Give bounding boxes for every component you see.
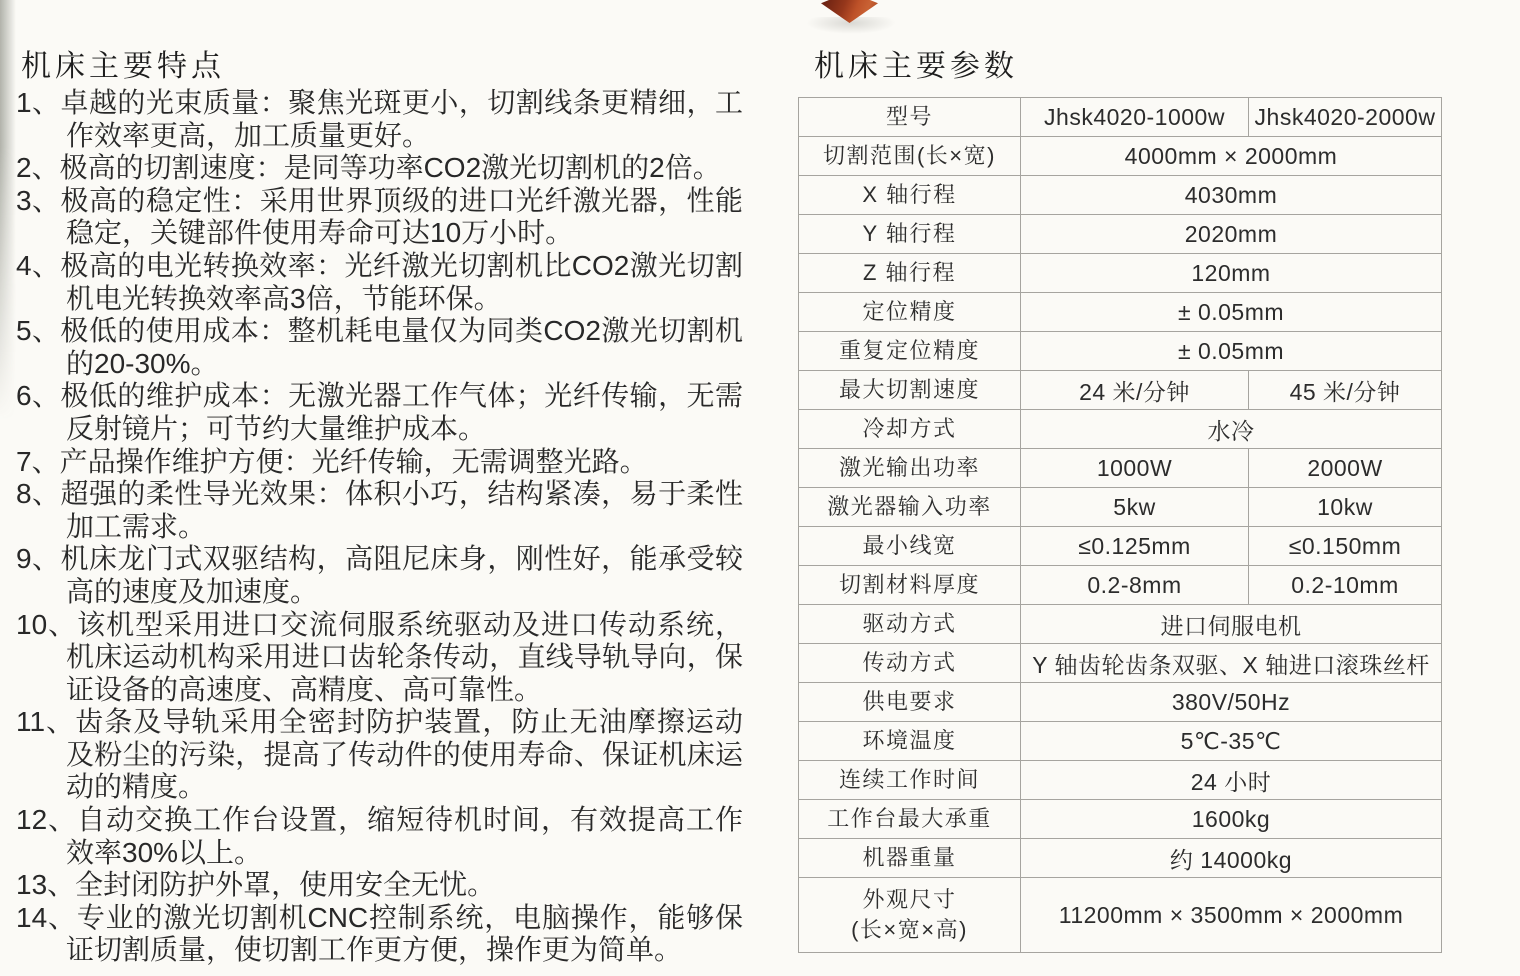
feature-text: 产品操作维护方便：光纤传输，无需调整光路。 [59,445,648,477]
feature-number: 2、 [16,152,60,184]
param-value-cell: ± 0.05mm [1021,332,1442,371]
param-label-cell [799,98,1021,137]
param-label-cell [799,215,1021,254]
table-row [799,176,1442,215]
param-label-line: 工作台最大承重 [827,806,992,831]
feature-number: 1、 [16,87,61,118]
param-value-cell: 0.2-8mm [1021,566,1249,605]
param-value-cell: 2000W [1249,449,1442,488]
param-label-cell [799,839,1021,878]
param-value-cell: ± 0.05mm [1021,293,1442,332]
feature-text: 超强的柔性导光效果：体积小巧，结构紧凑，易于柔性加工需求。 [60,478,743,542]
param-label-line: 机器重量 [862,845,957,870]
table-row [799,761,1442,800]
param-value-cell: 水冷 [1021,410,1442,449]
param-value-cell: 24 小时 [1021,761,1442,800]
table-row [799,371,1442,410]
feature-number: 11、 [16,706,76,738]
param-value-cell: 5℃-35℃ [1021,722,1442,761]
param-label-line: 切割范围(长×宽) [822,143,996,168]
feature-text: 极高的切割速度：是同等功率CO2激光切割机的2倍。 [59,152,721,184]
table-row [799,449,1442,488]
param-value-cell: 1600kg [1021,800,1442,839]
feature-item [16,902,743,967]
param-label-line: Z 轴行程 [862,260,957,285]
param-value-cell: 45 米/分钟 [1249,371,1442,410]
page-edge-shading [0,0,16,420]
param-value-cell: 约 14000kg [1021,839,1442,878]
param-label-cell [799,293,1021,332]
feature-item [16,869,743,902]
param-value-cell: 10kw [1249,488,1442,527]
table-row [799,644,1442,683]
feature-number: 14、 [16,901,77,933]
feature-item [16,446,743,479]
param-label-cell [799,683,1021,722]
param-label-cell [799,722,1021,761]
table-row [799,293,1442,332]
feature-number: 12、 [16,804,78,836]
param-label-line: 冷却方式 [862,416,957,441]
param-label-line: 重复定位精度 [838,338,980,363]
param-label-cell [799,449,1021,488]
param-value-cell: ≤0.150mm [1249,527,1442,566]
param-label-line: Y 轴行程 [862,221,957,246]
feature-text: 极高的稳定性：采用世界顶级的进口光纤激光器，性能稳定，关键部件使用寿命可达10万小时。 [60,184,743,249]
param-value-cell: ≤0.125mm [1021,527,1249,566]
feature-item [16,152,743,185]
param-label-cell [799,527,1021,566]
param-label-line: 激光器输入功率 [827,494,992,519]
feature-item [16,185,743,250]
feature-number: 9、 [16,543,61,575]
feature-item [16,478,743,543]
param-value-cell: 2020mm [1021,215,1442,254]
param-label-line: 环境温度 [862,728,957,753]
feature-item [16,87,743,152]
feature-number: 13、 [16,869,76,901]
feature-item [16,543,743,608]
parameters-title: 机床主要参数 [814,50,1018,83]
param-label-line: 驱动方式 [862,611,957,636]
feature-item [16,315,743,380]
table-row [799,215,1442,254]
feature-number: 7、 [16,445,60,477]
features-list [16,87,743,967]
param-label-cell [799,254,1021,293]
param-value-cell: 380V/50Hz [1021,683,1442,722]
table-row [799,98,1442,137]
param-label-cell [799,332,1021,371]
param-label-line: 连续工作时间 [838,767,980,792]
param-value-cell: 120mm [1021,254,1442,293]
param-value-cell: 0.2-10mm [1249,566,1442,605]
table-row [799,839,1442,878]
feature-text: 自动交换工作台设置，缩短待机时间，有效提高工作效率30%以上。 [66,804,743,868]
param-label-cell [799,488,1021,527]
feature-text: 机床龙门式双驱结构，高阻尼床身，刚性好，能承受较高的速度及加速度。 [60,543,743,607]
table-row [799,332,1442,371]
feature-text: 卓越的光束质量：聚焦光斑更小，切割线条更精细，工作效率更高，加工质量更好。 [60,87,743,151]
param-value-cell: Jhsk4020-2000w [1249,98,1442,137]
feature-text: 该机型采用进口交流伺服系统驱动及进口传动系统，机床运动机构采用进口齿轮条传动，直线导轨导向，保证设备的高速度、高精度、高可靠性。 [66,608,743,705]
table-row [799,683,1442,722]
param-label-cell [799,566,1021,605]
parameters-table [798,97,1442,953]
feature-item [16,609,743,707]
table-row [799,410,1442,449]
param-value-cell: 1000W [1021,449,1249,488]
feature-item [16,804,743,869]
param-label-line: 型号 [885,104,933,129]
param-value-cell: Jhsk4020-1000w [1021,98,1249,137]
param-label-cell [799,371,1021,410]
param-label-line: 传动方式 [862,650,957,675]
feature-item [16,380,743,445]
param-label-cell [799,761,1021,800]
table-row [799,137,1442,176]
param-value-cell: 4000mm × 2000mm [1021,137,1442,176]
param-label-line: 外观尺寸 [862,887,957,912]
table-row [799,605,1442,644]
table-row [799,254,1442,293]
param-value-cell: 24 米/分钟 [1021,371,1249,410]
feature-number: 10、 [16,608,78,640]
table-row [799,800,1442,839]
param-label-cell [799,878,1021,953]
param-label-line: 供电要求 [862,689,957,714]
param-value-cell: 11200mm × 3500mm × 2000mm [1021,878,1442,953]
param-value-cell: 4030mm [1021,176,1442,215]
table-row [799,488,1442,527]
feature-item [16,706,743,804]
param-value-cell: Y 轴齿轮齿条双驱、X 轴进口滚珠丝杆 [1021,644,1442,683]
table-row [799,527,1442,566]
param-label-cell [799,644,1021,683]
features-title: 机床主要特点 [21,50,225,83]
feature-item [16,250,743,315]
param-label-cell [799,137,1021,176]
param-label-cell [799,800,1021,839]
param-label-cell [799,605,1021,644]
param-value-cell: 5kw [1021,488,1249,527]
param-label-line: 最小线宽 [862,533,957,558]
feature-number: 3、 [16,184,61,216]
feature-number: 8、 [16,478,61,510]
param-label-line: X 轴行程 [862,182,957,207]
param-value-cell: 进口伺服电机 [1021,605,1442,644]
table-row [799,722,1442,761]
feature-text: 齿条及导轨采用全密封防护装置，防止无油摩擦运动及粉尘的污染，提高了传动件的使用寿命、保证机床运动的精度。 [66,706,743,803]
table-row [799,566,1442,605]
param-label-cell [799,176,1021,215]
feature-number: 4、 [16,249,61,281]
table-row [799,878,1442,953]
feature-number: 5、 [16,315,61,347]
feature-text: 极高的电光转换效率：光纤激光切割机比CO2激光切割机电光转换效率高3倍，节能环保。 [60,249,744,314]
param-label-line: 定位精度 [862,299,957,324]
param-label-line: 切割材料厚度 [838,572,980,597]
feature-text: 专业的激光切割机CNC控制系统，电脑操作，能够保证切割质量，使切割工作更方便，操作更为简单。 [66,901,743,966]
parameters-table-body [799,98,1442,953]
param-label-line: 激光输出功率 [838,455,980,480]
feature-text: 极低的使用成本：整机耗电量仅为同类CO2激光切割机的20-30%。 [60,315,744,379]
param-label-line: (长×宽×高) [851,917,968,942]
feature-number: 6、 [16,380,61,412]
feature-text: 全封闭防护外罩，使用安全无忧。 [75,869,496,901]
param-label-line: 最大切割速度 [838,377,980,402]
param-label-cell [799,410,1021,449]
feature-text: 极低的维护成本：无激光器工作气体；光纤传输，无需反射镜片；可节约大量维护成本。 [60,380,743,444]
